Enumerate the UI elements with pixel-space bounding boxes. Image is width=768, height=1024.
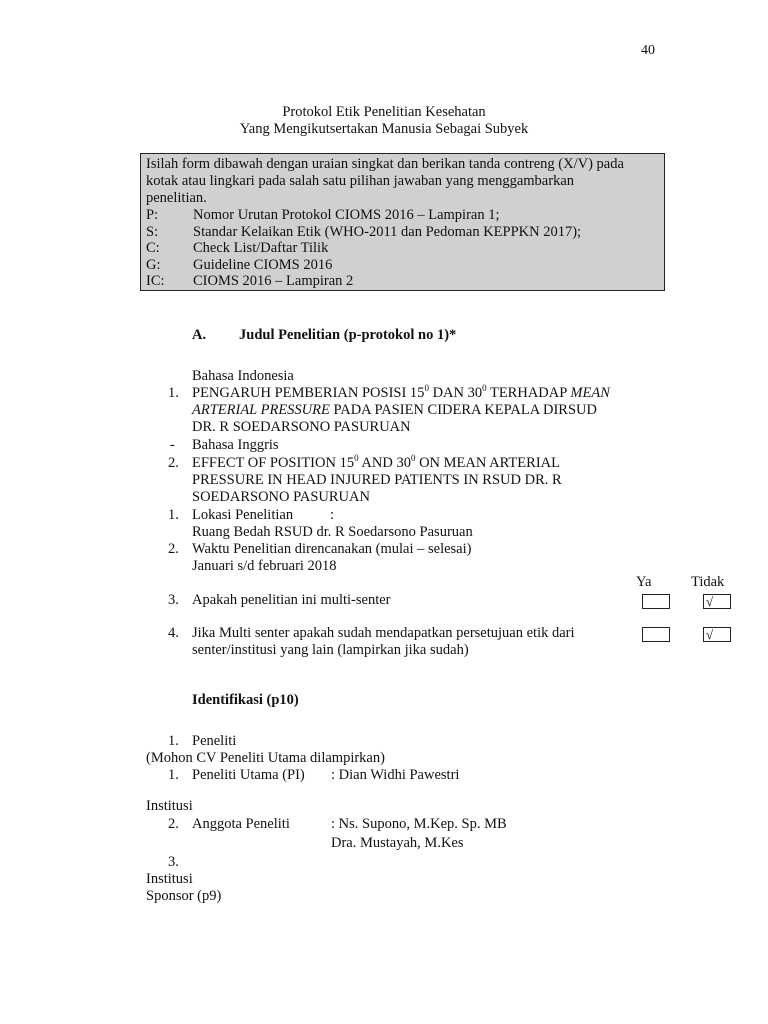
legend-text-g: Guideline CIOMS 2016 — [193, 257, 333, 273]
peneliti-label: Peneliti — [192, 733, 237, 749]
anggota-peneliti-value-2: Dra. Mustayah, M.Kes — [331, 835, 464, 851]
bahasa-inggris-dash: - — [170, 437, 175, 453]
question-4-line2: senter/institusi yang lain (lampirkan jika sudah) — [192, 642, 469, 658]
question-4-line1: Jika Multi senter apakah sudah mendapatkan persetujuan etik dari — [192, 625, 575, 641]
legend-text-s: Standar Kelaikan Etik (WHO-2011 dan Pedoman KEPPKN 2017); — [193, 224, 582, 240]
question-4-ya-checkbox[interactable] — [642, 627, 670, 642]
section-a-letter: A. — [192, 327, 207, 343]
legend-key-c: C: — [146, 240, 160, 256]
question-3-number: 3. — [168, 592, 179, 608]
legend-text-ic: CIOMS 2016 – Lampiran 2 — [193, 273, 354, 289]
question-4-tidak-checkbox[interactable]: √ — [703, 627, 731, 642]
instructions-box — [140, 153, 665, 291]
title-indonesia-line1: PENGARUH PEMBERIAN POSISI $15^0$ DAN $30^0$ TERHADAP MEAN — [192, 383, 610, 401]
column-tidak-header: Tidak — [691, 574, 725, 590]
legend-key-g: G: — [146, 257, 161, 273]
header-title-line1: Protokol Etik Penelitian Kesehatan — [282, 104, 486, 120]
legend-text-p: Nomor Urutan Protokol CIOMS 2016 – Lampiran 1; — [193, 207, 500, 223]
peneliti-utama-number: 1. — [168, 767, 179, 783]
waktu-label: Waktu Penelitian direncanakan (mulai – selesai) — [192, 541, 472, 557]
identifikasi-title: Identifikasi (p10) — [192, 692, 299, 708]
question-3-text: Apakah penelitian ini multi-senter — [192, 592, 391, 608]
bahasa-inggris-label: Bahasa Inggris — [192, 437, 279, 453]
section-a-title: Judul Penelitian (p-protokol no 1)* — [239, 327, 457, 343]
title-english-number: 2. — [168, 455, 179, 471]
legend-text-c: Check List/Daftar Tilik — [193, 240, 329, 256]
title-english-line1: EFFECT OF POSITION $15^0$ AND $30^0$ ON MEAN ARTERIAL — [192, 453, 560, 471]
institusi-label-1: Institusi — [146, 798, 193, 814]
page-number: 40 — [641, 43, 655, 58]
bahasa-indonesia-label: Bahasa Indonesia — [192, 368, 294, 384]
legend-key-p: P: — [146, 207, 159, 223]
question-4-number: 4. — [168, 625, 179, 641]
title-indonesia-number: 1. — [168, 385, 179, 401]
instructions-line1: Isilah form dibawah dengan uraian singkat dan berikan tanda contreng (X/V) pada — [146, 156, 624, 172]
legend-key-ic: IC: — [146, 273, 165, 289]
sponsor-label: Sponsor (p9) — [146, 888, 222, 904]
anggota-peneliti-label: Anggota Peneliti — [192, 816, 290, 832]
peneliti-utama-label: Peneliti Utama (PI) — [192, 767, 305, 783]
header-title-line2: Yang Mengikutsertakan Manusia Sebagai Subyek — [239, 121, 529, 137]
anggota-peneliti-value-1: : Ns. Supono, M.Kep. Sp. MB — [331, 816, 507, 832]
peneliti-utama-value: : Dian Widhi Pawestri — [331, 767, 460, 783]
question-3-ya-checkbox[interactable] — [642, 594, 670, 609]
cv-note: (Mohon CV Peneliti Utama dilampirkan) — [146, 750, 385, 766]
instructions-line3: penelitian. — [146, 190, 207, 206]
title-indonesia-line3: DR. R SOEDARSONO PASURUAN — [192, 419, 411, 435]
lokasi-number: 1. — [168, 507, 179, 523]
anggota-peneliti-number: 2. — [168, 816, 179, 832]
title-english-line3: SOEDARSONO PASURUAN — [192, 489, 370, 505]
peneliti-number: 1. — [168, 733, 179, 749]
legend-key-s: S: — [146, 224, 159, 240]
institusi-label-2: Institusi — [146, 871, 193, 887]
lokasi-colon: : — [330, 507, 335, 523]
instructions-line2: kotak atau lingkari pada salah satu pilihan jawaban yang menggambarkan — [146, 173, 575, 189]
lokasi-value: Ruang Bedah RSUD dr. R Soedarsono Pasuruan — [192, 524, 473, 540]
title-indonesia-line2: ARTERIAL PRESSURE PADA PASIEN CIDERA KEPALA DIRSUD — [192, 402, 597, 418]
lokasi-label: Lokasi Penelitian — [192, 507, 294, 523]
waktu-value: Januari s/d februari 2018 — [192, 558, 337, 574]
waktu-number: 2. — [168, 541, 179, 557]
question-3-tidak-checkbox[interactable]: √ — [703, 594, 731, 609]
title-english-line2: PRESSURE IN HEAD INJURED PATIENTS IN RSUD DR. R — [192, 472, 562, 488]
column-ya-header: Ya — [636, 574, 652, 590]
item-3-number: 3. — [168, 854, 179, 870]
